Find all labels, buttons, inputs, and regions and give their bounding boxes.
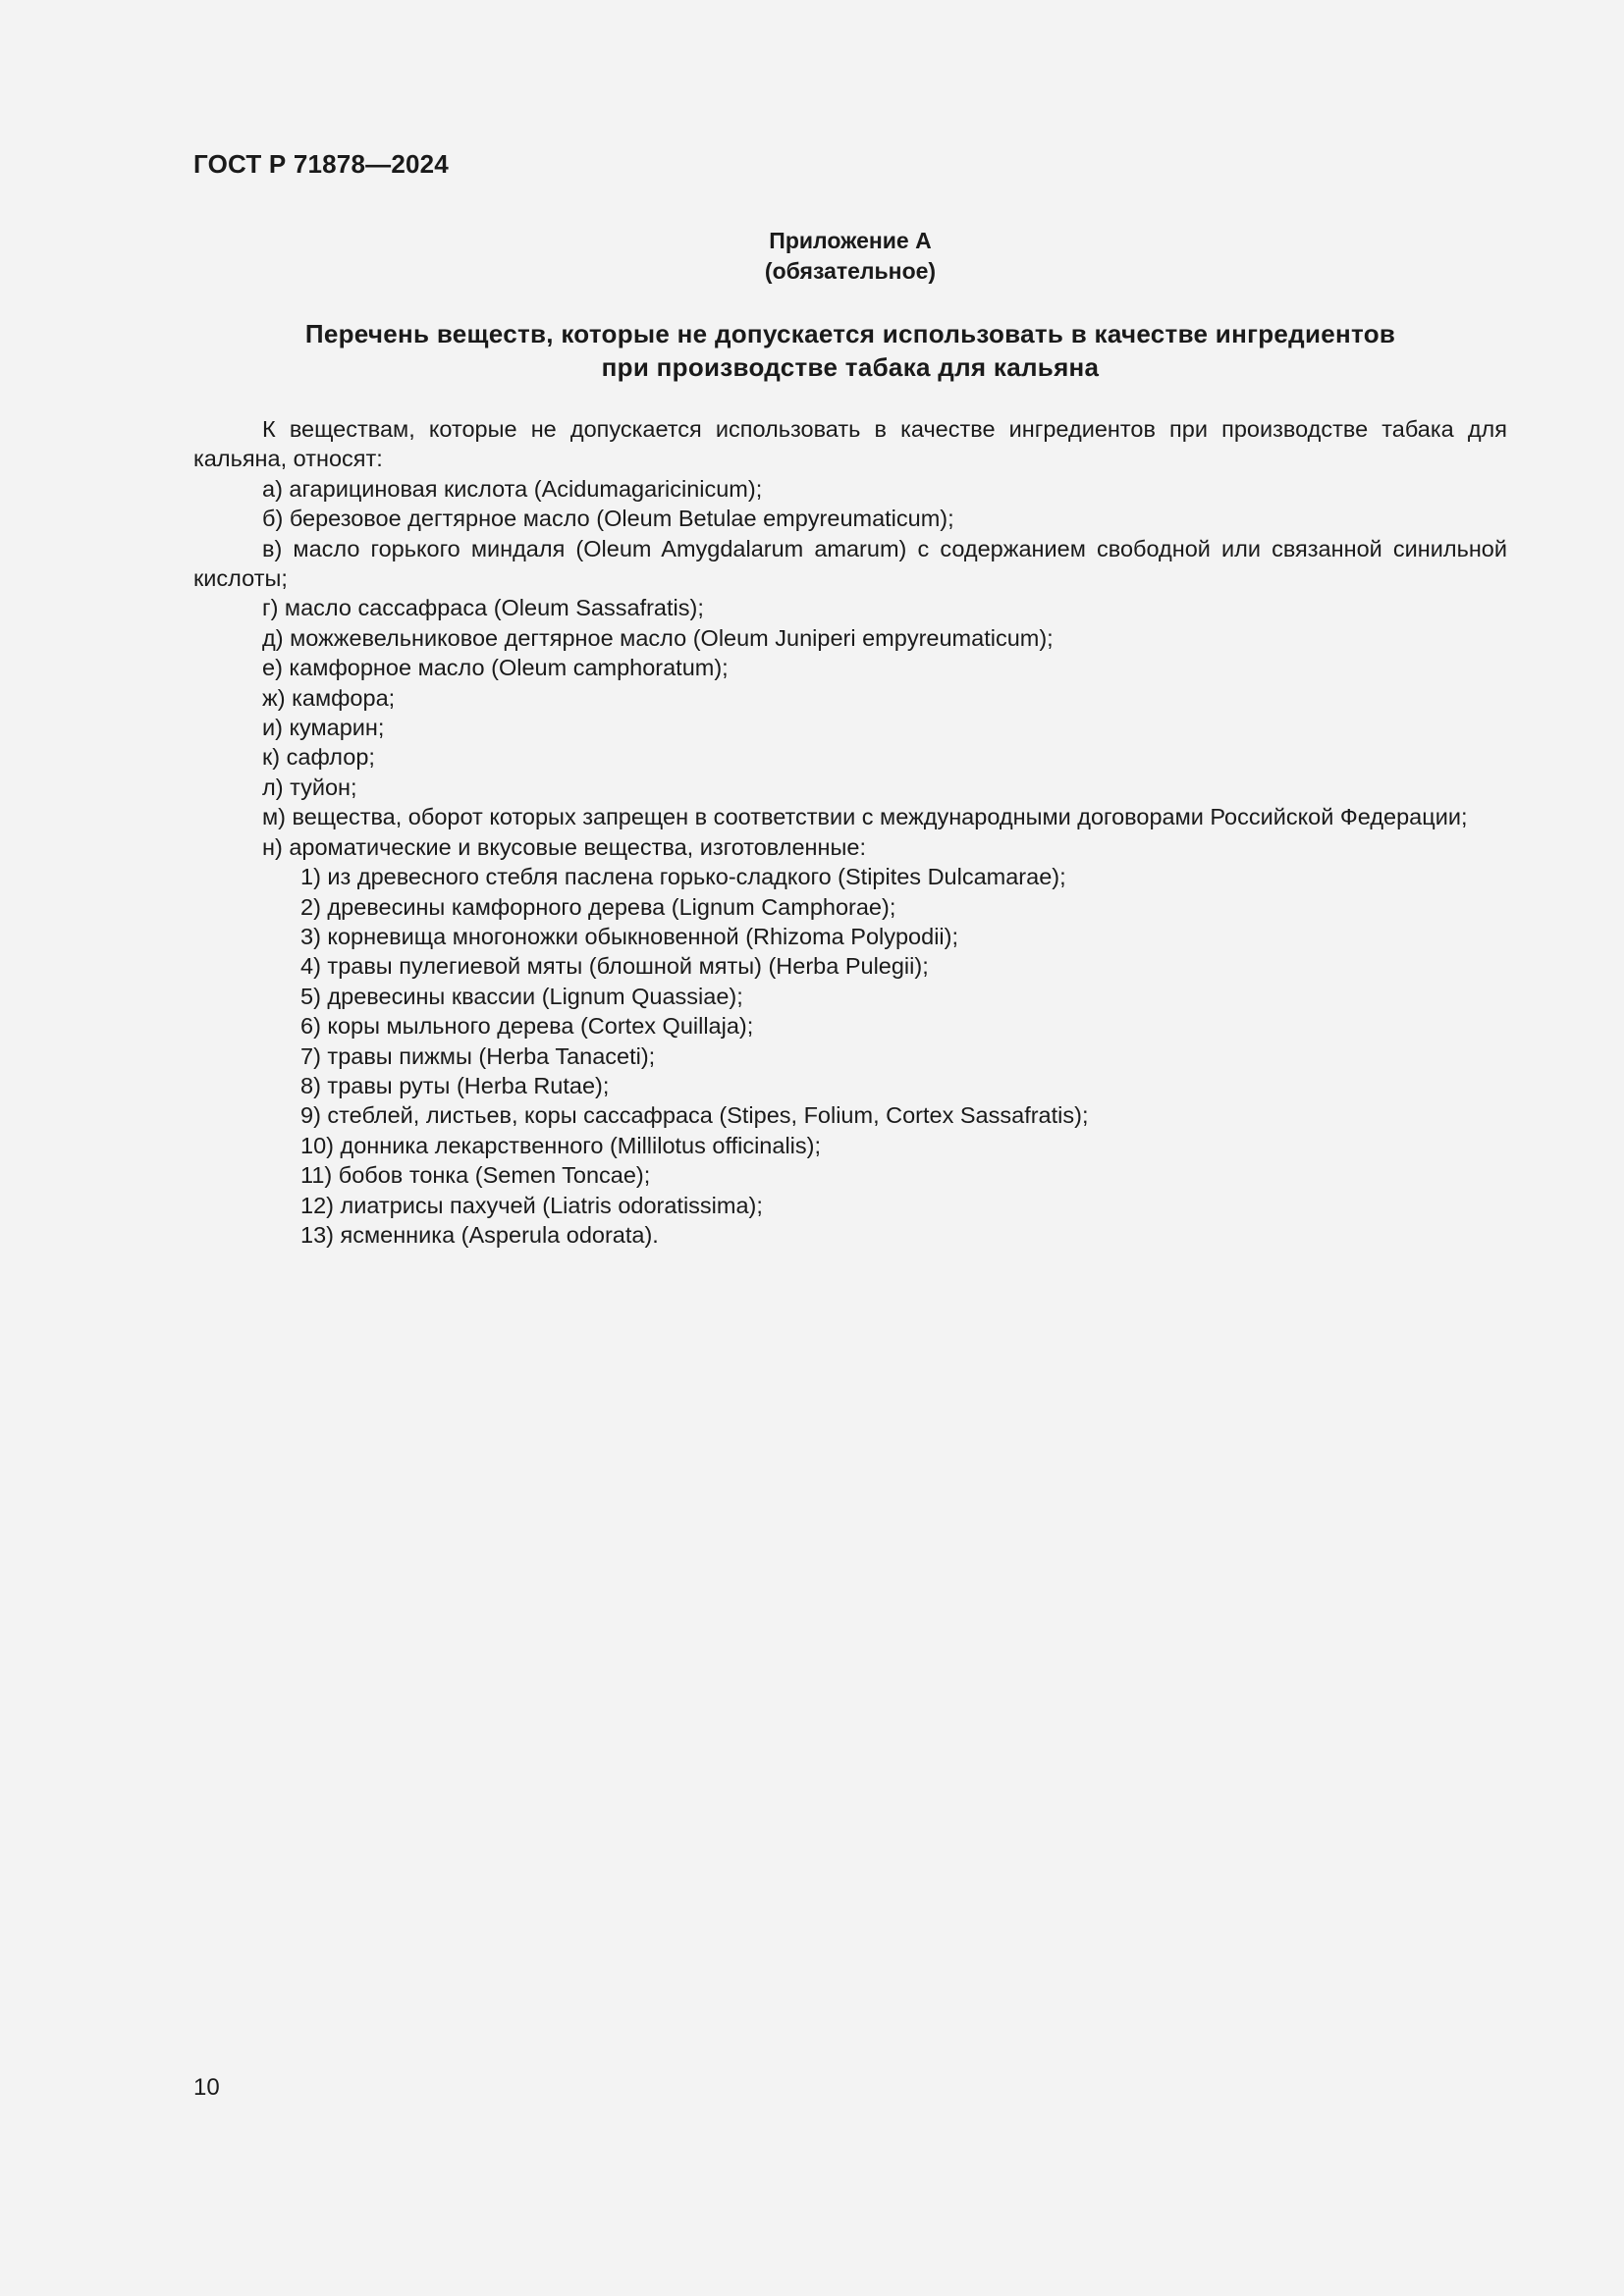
sub-list-item: 3) корневища многоножки обыкновенной (Rhizoma Polypodii); — [300, 923, 958, 949]
sub-list-item: 4) травы пулегиевой мяты (блошной мяты) (Herba Pulegii); — [300, 953, 929, 980]
appendix-title: Приложение А — [769, 228, 932, 253]
appendix-status: (обязательное) — [764, 258, 937, 284]
sub-list-item: 1) из древесного стебля паслена горько-сладкого (Stipites Dulcamarae); — [300, 864, 1066, 890]
sub-list-item: 10) донника лекарственного (Millilotus officinalis); — [300, 1132, 821, 1158]
section-heading-line-1: Перечень веществ, которые не допускается использовать в качестве ингредиентов — [304, 319, 1396, 348]
list-item: е) камфорное масло (Oleum camphoratum); — [262, 655, 729, 681]
sub-list-item: 11) бобов тонка (Semen Toncae); — [300, 1162, 651, 1189]
sub-list-item: 13) ясменника (Asperula odorata). — [300, 1221, 659, 1248]
body-text — [193, 414, 1507, 1250]
sub-list-item: 8) травы руты (Herba Rutae); — [300, 1072, 610, 1098]
list-item: и) кумарин; — [262, 715, 385, 741]
appendix-label — [193, 226, 1507, 287]
list-item: д) можжевельниковое дегтярное масло (Oleum Juniperi empyreumaticum); — [262, 624, 1054, 651]
sub-list-item: 6) коры мыльного дерева (Cortex Quillaja); — [300, 1013, 754, 1040]
section-heading-line-2: при производстве табака для кальяна — [601, 352, 1100, 382]
list-item: л) туйон; — [262, 774, 357, 800]
document-code: ГОСТ Р 71878—2024 — [193, 149, 449, 179]
sub-list-item: 2) древесины камфорного дерева (Lignum Camphorae); — [300, 893, 896, 920]
sub-list-item: 9) стеблей, листьев, коры сассафраса (Stipes, Folium, Cortex Sassafratis); — [300, 1102, 1089, 1129]
list-item: н) ароматические и вкусовые вещества, изготовленные: — [262, 833, 866, 860]
intro-paragraph: К веществам, которые не допускается использовать в качестве ингредиентов при производстве табака для кальяна, относят: — [193, 416, 1507, 472]
list-item: ж) камфора; — [262, 684, 396, 711]
sub-list-item: 7) травы пижмы (Herba Tanaceti); — [300, 1042, 656, 1069]
list-item: к) сафлор; — [262, 744, 375, 771]
section-heading — [193, 317, 1507, 384]
page-number: 10 — [193, 2074, 220, 2101]
sub-list-item: 12) лиатрисы пахучей (Liatris odoratissima); — [300, 1192, 763, 1218]
list-item: а) агарициновая кислота (Acidumagaricinicum); — [262, 475, 763, 502]
list-item: г) масло сассафраса (Oleum Sassafratis); — [262, 595, 704, 621]
list-item: в) масло горького миндаля (Oleum Amygdalarum amarum) с содержанием свободной или связанной синильной кислоты; — [193, 535, 1507, 592]
sub-list-item: 5) древесины квассии (Lignum Quassiae); — [300, 983, 743, 1009]
list-item: м) вещества, оборот которых запрещен в соответствии с международными договорами Российской Федерации; — [262, 804, 1468, 830]
list-item: б) березовое дегтярное масло (Oleum Betulae empyreumaticum); — [262, 506, 954, 532]
